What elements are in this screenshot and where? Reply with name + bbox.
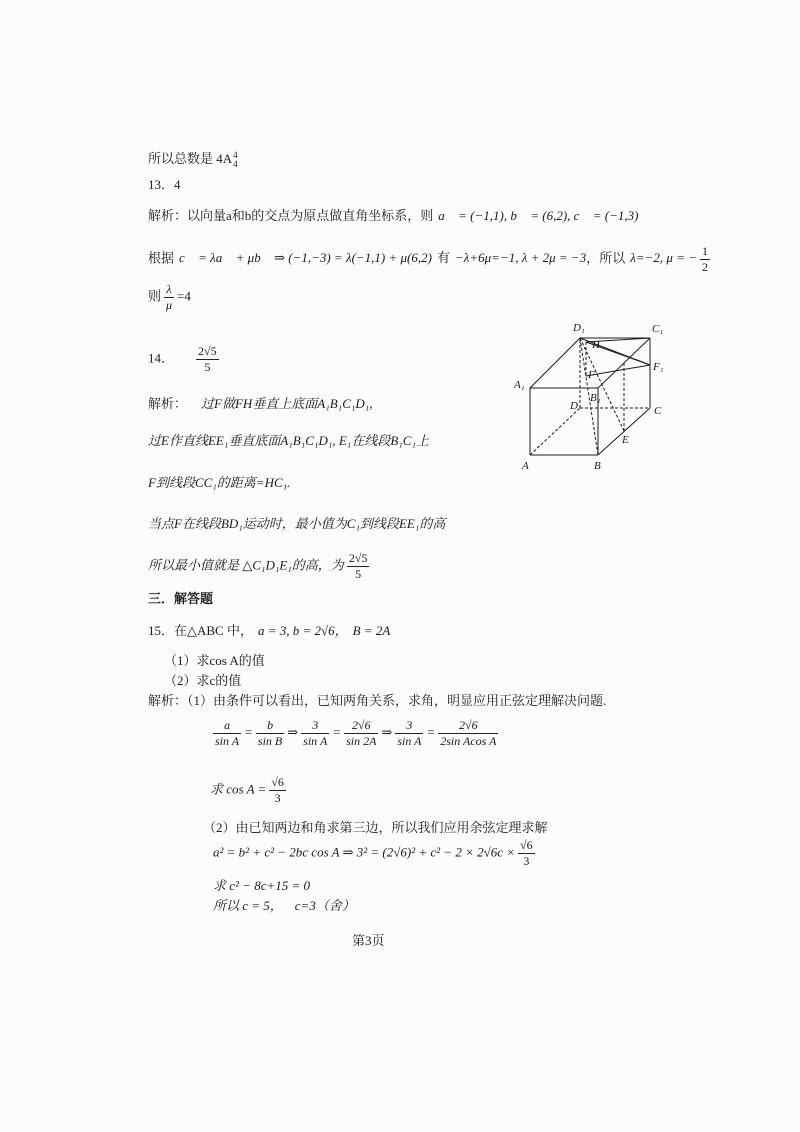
q13-analysis-text: 以向量a和b的交点为原点做直角坐标系，则 bbox=[187, 208, 434, 223]
q13-deriv-system: −λ+6μ=−1, λ + 2μ = −3 bbox=[454, 250, 587, 266]
q15-eq2-denominator: 3 bbox=[523, 854, 530, 868]
q13-deriv-equation: c⃗ = λa⃗ + μb⃗ ⇒ (−1,−3) = λ(−1,1) + μ(6,2) bbox=[179, 250, 432, 266]
eq1-frac-1 bbox=[213, 718, 241, 749]
q14-result-fraction bbox=[347, 551, 370, 582]
q15-cosine-law-equation bbox=[213, 838, 538, 869]
q15-part1: （1）求cos A的值 bbox=[164, 653, 265, 668]
permutation-sup: 4 bbox=[233, 150, 238, 161]
permutation-indices bbox=[233, 151, 238, 169]
q13-ratio-fraction bbox=[164, 282, 174, 313]
q14-header bbox=[148, 344, 222, 375]
eq1-op-1: = bbox=[244, 724, 253, 740]
label-h: H bbox=[592, 339, 600, 351]
q14-analysis-label: 解析： bbox=[148, 396, 188, 411]
eq1-den-3: sin A bbox=[303, 734, 328, 748]
eq1-frac-5 bbox=[395, 718, 423, 749]
q14-answer-fraction bbox=[196, 344, 219, 375]
q13-derivation bbox=[148, 244, 713, 275]
q15-conclusion-text: 所以 c = 5， bbox=[213, 898, 283, 913]
label-a1: A₁ bbox=[514, 379, 525, 391]
q15-conclusion bbox=[213, 897, 355, 915]
eq1-op-5: = bbox=[426, 724, 436, 740]
q13-header bbox=[148, 176, 181, 194]
eq1-num-2: b bbox=[256, 718, 284, 734]
label-c: C bbox=[654, 405, 662, 417]
q15-analysis-text-1: （1）由条件可以看出，已知两角关系，求角，明显应用正弦定理解决问题. bbox=[187, 693, 607, 708]
hidden-edge-ad bbox=[530, 408, 580, 455]
q15-cos-result bbox=[210, 775, 289, 806]
eq1-den-2: sin B bbox=[257, 734, 283, 748]
q14-answer-denominator: 5 bbox=[204, 360, 211, 374]
q14-analysis-text-1: 过F做FH垂直上底面A₁B₁C₁D₁, bbox=[201, 396, 373, 411]
q15-eq2-numerator: √6 bbox=[520, 838, 533, 852]
eq1-num-4: 2√6 bbox=[344, 718, 378, 734]
eq1-frac-6 bbox=[438, 718, 498, 749]
q13-answer: 4 bbox=[174, 177, 181, 192]
total-count-line bbox=[148, 150, 238, 169]
label-f: F bbox=[588, 369, 595, 381]
q15-eq2-fraction bbox=[518, 838, 535, 869]
q13-ratio-pre: 则 bbox=[148, 288, 162, 304]
q13-analysis bbox=[148, 207, 639, 225]
q15-cos-fraction bbox=[269, 775, 286, 806]
q13-deriv-so: ，所以 bbox=[586, 250, 626, 266]
q14-analysis-1 bbox=[148, 395, 373, 413]
page-number: 第3页 bbox=[352, 933, 385, 948]
q13-ratio-denominator: μ bbox=[166, 298, 173, 312]
q15-angle: B = 2A bbox=[352, 623, 391, 638]
q13-mu-numerator: 1 bbox=[701, 244, 708, 258]
q13-analysis-label: 解析： bbox=[148, 208, 188, 223]
eq1-den-5: sin A bbox=[397, 734, 422, 748]
q13-mu-fraction bbox=[700, 244, 710, 275]
eq1-op-2: ⇒ bbox=[287, 724, 299, 740]
q13-ratio-numerator: λ bbox=[164, 282, 174, 298]
q15-part2: （2）求c的值 bbox=[164, 673, 242, 688]
q15-conclusion-rejected: c=3（舍） bbox=[294, 898, 355, 913]
q15-quadratic: 求 c² − 8c+15 = 0 bbox=[213, 878, 311, 893]
q14-analysis-2: 过E作直线EE₁垂直底面A₁B₁C₁D₁, E₁在线段B₁C₁上 bbox=[148, 433, 429, 448]
eq1-frac-4 bbox=[344, 718, 378, 749]
label-a: A bbox=[522, 460, 529, 472]
q15-given: a = 3, b = 2√6， bbox=[257, 623, 348, 638]
q14-number: 14． bbox=[148, 350, 175, 366]
eq1-op-3: = bbox=[332, 724, 342, 740]
eq1-op-4: ⇒ bbox=[381, 724, 393, 740]
q13-deriv-pre: 根据 bbox=[148, 250, 175, 266]
label-b: B bbox=[594, 460, 601, 472]
q13-ratio bbox=[148, 282, 191, 313]
eq1-den-4: sin 2A bbox=[346, 734, 377, 748]
q13-deriv-result: λ=−2, μ = − bbox=[630, 250, 697, 266]
cube-figure bbox=[510, 318, 680, 478]
label-f1: F₁ bbox=[653, 361, 664, 373]
q15-eq2-left: a² = b² + c² − 2bc cos A ⇒ 3² = (2√6)² + c² − 2 × 2√6c × bbox=[213, 844, 516, 860]
q14-analysis-5 bbox=[148, 551, 372, 582]
q13-ratio-post: =4 bbox=[177, 288, 191, 304]
q14-analysis-4: 当点F在线段BD₁运动时，最小值为C₁到线段EE₁的高 bbox=[148, 516, 446, 531]
q13-mu-denominator: 2 bbox=[701, 260, 708, 274]
q13-vectors: a⃗ = (−1,1), b⃗ = (6,2), c⃗ = (−1,3) bbox=[438, 208, 639, 223]
eq1-den-6: 2sin Acos A bbox=[440, 734, 497, 748]
q14-result-numerator: 2√5 bbox=[348, 551, 368, 565]
q15-sine-law-equation bbox=[210, 718, 501, 749]
label-d1: D₁ bbox=[573, 322, 585, 334]
eq1-num-5: 3 bbox=[395, 718, 423, 734]
q14-analysis-text-5: 所以最小值就是 △C₁D₁E₁的高，为 bbox=[148, 557, 344, 573]
q15-cos-pre: 求 cos A = bbox=[210, 781, 267, 797]
q15-analysis-label: 解析： bbox=[148, 693, 188, 708]
q14-analysis-3: F到线段CC₁的距离=HC₁. bbox=[148, 475, 291, 490]
q15-cos-numerator: √6 bbox=[271, 775, 284, 789]
q15-analysis-1 bbox=[148, 692, 606, 710]
section-title: 三．解答题 bbox=[148, 591, 214, 606]
q15-cos-denominator: 3 bbox=[274, 791, 281, 805]
q15-stem bbox=[148, 622, 390, 640]
label-c1: C₁ bbox=[652, 323, 664, 335]
total-count-text: 所以总数是 4A bbox=[148, 151, 233, 166]
eq1-frac-2 bbox=[256, 718, 284, 749]
label-d: D bbox=[570, 400, 578, 412]
q15-analysis-2: （2）由已知两边和角求第三边，所以我们应用余弦定理求解 bbox=[203, 820, 548, 835]
eq1-num-6: 2√6 bbox=[438, 718, 498, 734]
q13-number: 13． bbox=[148, 177, 175, 192]
label-b1: B₁ bbox=[590, 392, 601, 404]
eq1-num-1: a bbox=[213, 718, 241, 734]
q15-stem-text: 15．在△ABC 中， bbox=[148, 623, 253, 638]
q13-deriv-have: 有 bbox=[436, 250, 450, 266]
q14-result-denominator: 5 bbox=[355, 567, 362, 581]
q14-answer-numerator: 2√5 bbox=[198, 344, 217, 358]
eq1-frac-3 bbox=[301, 718, 329, 749]
eq1-den-1: sin A bbox=[215, 734, 240, 748]
permutation-sub: 4 bbox=[233, 159, 238, 170]
eq1-num-3: 3 bbox=[301, 718, 329, 734]
label-e: E bbox=[622, 434, 629, 446]
edge-d1a1 bbox=[530, 338, 580, 388]
